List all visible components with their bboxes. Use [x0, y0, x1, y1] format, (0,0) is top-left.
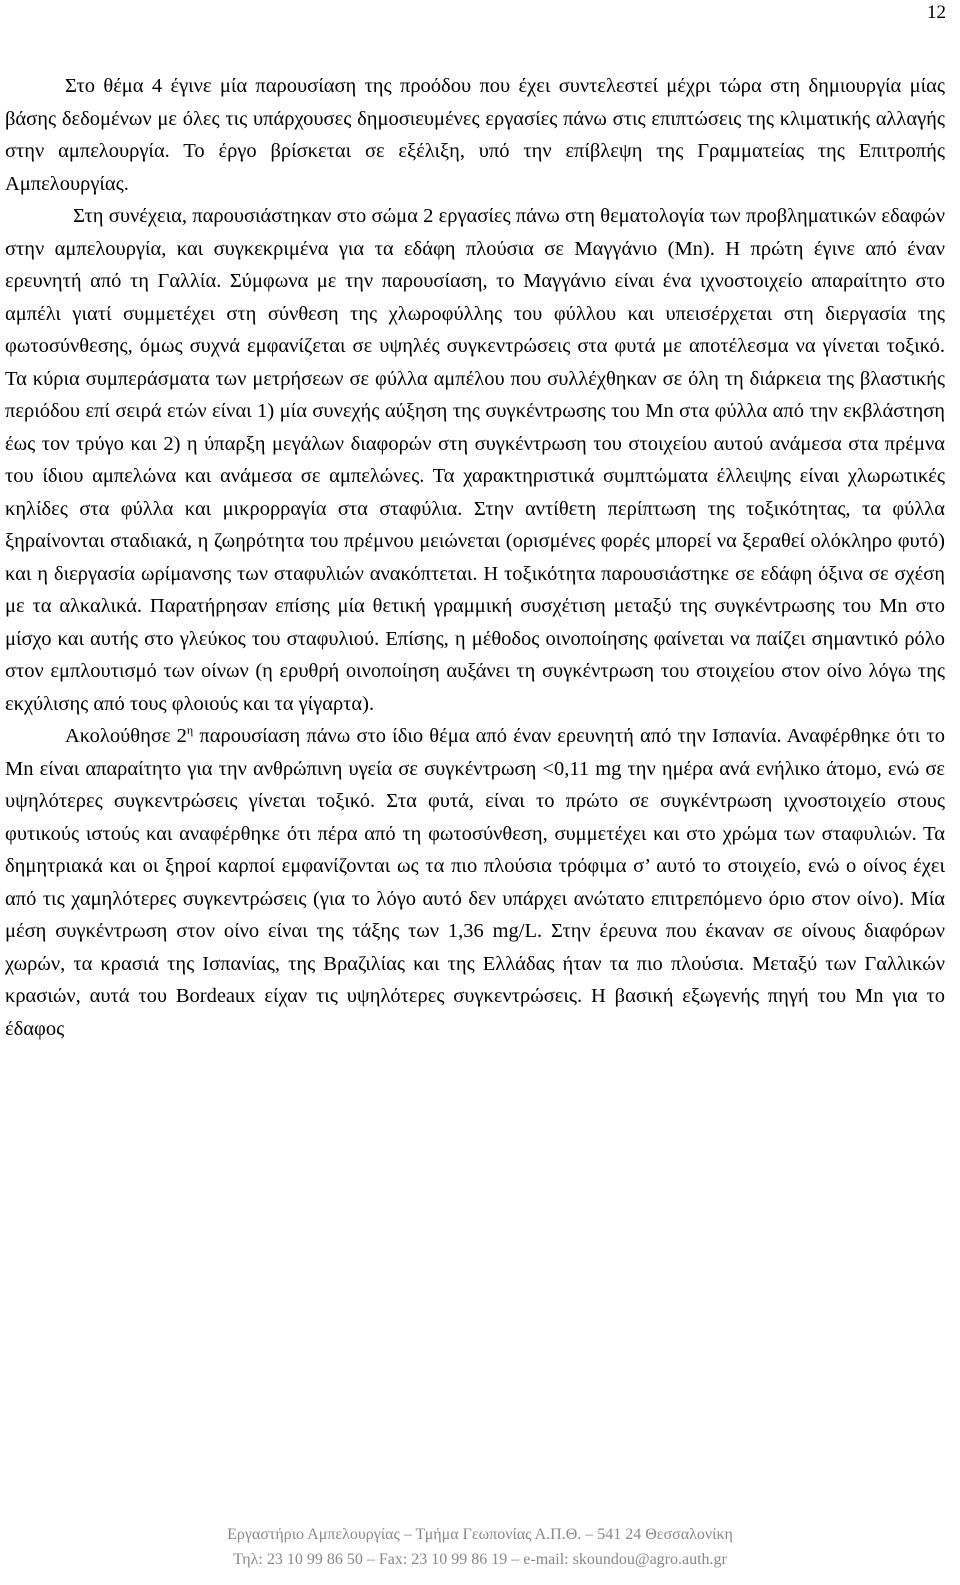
paragraph-lead: Ακολούθησε 2	[65, 725, 187, 747]
paragraph-manganese-france: Στη συνέχεια, παρουσιάστηκαν στο σώμα 2 εργασίες πάνω στη θεματολογία των προβληματικών εδαφών στην αμπελουργία, και συγκεκριμένα για τα εδάφη πλούσια σε Μαγγάνιο (Mn). Η πρώτη έγινε από έναν ερευνητή από τη Γαλλία. Σύμφωνα με την παρουσίαση, το Μαγγάνιο είναι ένα ιχνοστοιχείο απαραίτητο στο αμπέλι γιατί συμμετέχει στη σύνθεση της χλωροφύλλης του φύλλου και υπεισέρχεται στη διεργασία της φωτοσύνθεσης, όμως συχνά εμφανίζεται σε υψηλές συγκεντρώσεις στα φυτά με αποτέλεσμα να γίνεται τοξικό. Τα κύρια συμπεράσματα των μετρήσεων σε φύλλα αμπέλου που συλλέχθηκαν σε όλη τη διάρκεια της βλαστικής περιόδου επί σειρά ετών είναι 1) μία συνεχής αύξηση της συγκέντρωσης του Mn στα φύλλα από την εκβλάστηση έως τον τρύγο και 2) η ύπαρξη μεγάλων διαφορών στη συγκέντρωση του στοιχείου αυτού ανάμεσα στα πρέμνα του ίδιου αμπελώνα και ανάμεσα σε αμπελώνες. Τα χαρακτηριστικά συμπτώματα έλλειψης είναι χλωρωτικές κηλίδες στα φύλλα και μικρορραγία στα σταφύλια. Στην αντίθετη περίπτωση της τοξικότητας, τα φύλλα ξηραίνονται σταδιακά, η ζωηρότητα του πρέμνου μειώνεται (ορισμένες φορές μπορεί να ξεραθεί ολόκληρο φυτό) και η διεργασία ωρίμανσης των σταφυλιών ανακόπτεται. Η τοξικότητα παρουσιάστηκε σε εδάφη όξινα σε σχέση με τα αλκαλικά. Παρατήρησαν επίσης μία θετική γραμμική συσχέτιση μεταξύ της συγκέντρωσης του Mn στο μίσχο και αυτής στο γλεύκος του σταφυλιού. Επίσης, η μέθοδος οινοποίησης φαίνεται να παίζει σημαντικό ρόλο στον εμπλουτισμό των οίνων (η ερυθρή οινοποίηση αυξάνει τη συγκέντρωση του στοιχείου στον οίνο λόγω της εκχύλισης από τους φλοιούς και τα γίγαρτα).	[5, 205, 945, 715]
footer-address: Εργαστήριο Αμπελουργίας – Τμήμα Γεωπονίας Α.Π.Θ. – 541 24 Θεσσαλονίκη	[227, 1526, 733, 1543]
ordinal-superscript: η	[186, 723, 194, 738]
paragraph-topic-4: Στο θέμα 4 έγινε μία παρουσίαση της προόδου που έχει συντελεστεί μέχρι τώρα στη δημιουργία μίας βάσης δεδομένων με όλες τις υπάρχουσες δημοσιευμένες εργασίες πάνω στις επιπτώσεις της κλιματικής αλλαγής στην αμπελουργία. Το έργο βρίσκεται σε εξέλιξη, υπό την επίβλεψη της Γραμματείας της Επιτροπής Αμπελουργίας.	[5, 75, 945, 195]
page-number: 12	[927, 2, 946, 23]
paragraph-text: παρουσίαση πάνω στο ίδιο θέμα από έναν ερευνητή από την Ισπανία. Αναφέρθηκε ότι το Mn είναι απαραίτητο για την ανθρώπινη υγεία σε συγκέντρωση <0,11 mg την ημέρα ανά ενήλικο άτομο, ενώ σε υψηλότερες συγκεντρώσεις γίνεται τοξικό. Στα φυτά, είναι το πρώτο σε συγκέντρωση ιχνοστοιχείο στους φυτικούς ιστούς και αναφέρθηκε ότι πέρα από τη φωτοσύνθεση, συμμετέχει και στο χρώμα των σταφυλιών. Τα δημητριακά και οι ξηροί καρποί εμφανίζονται ως τα πιο πλούσια τρόφιμα σ’ αυτό το στοιχείο, ενώ ο οίνος έχει από τις χαμηλότερες συγκεντρώσεις (για το λόγο αυτό δεν υπάρχει ανώτατο επιτρεπόμενο όριο στον οίνο). Μία μέση συγκέντρωση στον οίνο είναι της τάξης των 1,36 mg/L. Στην έρευνα που έκαναν σε οίνους διαφόρων χωρών, τα κρασιά της Ισπανίας, της Βραζιλίας και της Ελλάδας ήταν τα πιο πλούσια. Μεταξύ των Γαλλικών κρασιών, αυτά του Bordeaux είχαν τις υψηλότερες συγκεντρώσεις. Η βασική εξωγενής πηγή του Mn για το έδαφος	[5, 725, 945, 1040]
footer-contact: Τηλ: 23 10 99 86 50 – Fax: 23 10 99 86 19 – e-mail: skoundou@agro.auth.gr	[233, 1551, 727, 1568]
document-body	[5, 70, 945, 1045]
paragraph-manganese-spain	[5, 720, 945, 1045]
